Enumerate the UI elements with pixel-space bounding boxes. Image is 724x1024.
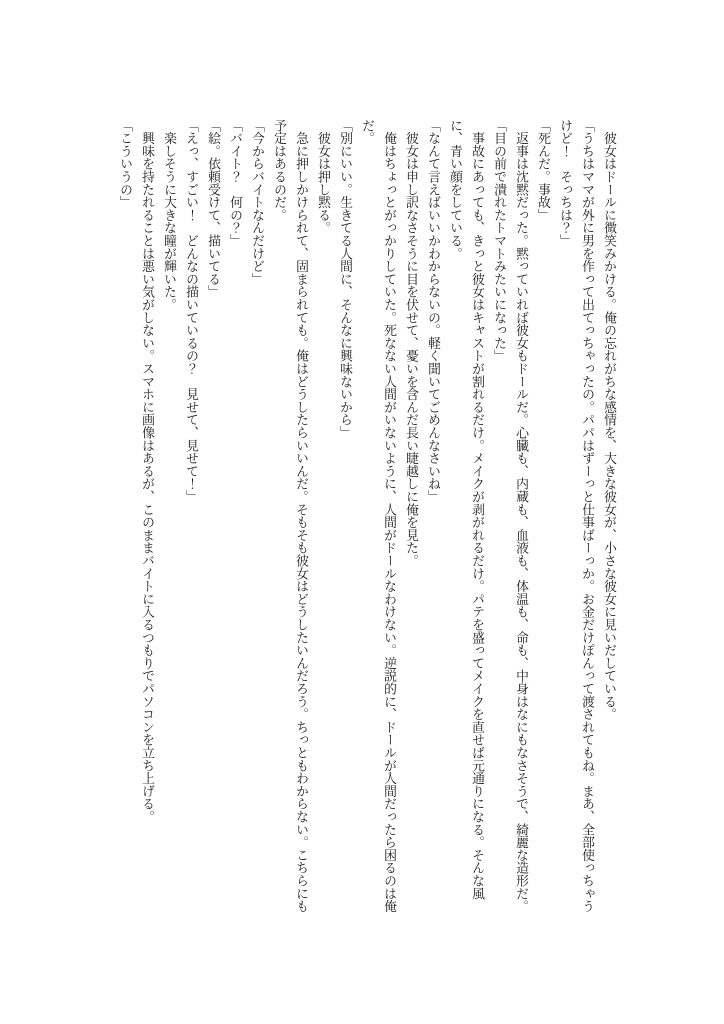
text-line: 彼女はドールに微笑みかける。俺の忘れがちな感情を、大きな彼女が、小さな彼女に見いだしている。 — [602, 119, 616, 721]
text-line: 返事は沈黙だった。黙っていれば彼女もドールだ。心臓も、内蔵も、血液も、体温も、命も、中身はなにもなさそうで、綺麗な造形だ。 — [514, 119, 528, 913]
text-line: 「死んだ。事故」 — [536, 119, 550, 222]
text-line: 「うちはママが外に男を作って出てっちゃったの。パパはずーっと仕事ばーっか。お金だけぽんって渡されてもね。まあ、全部使っちゃう — [580, 119, 594, 913]
text-line: 事故にあっても、きっと彼女はキャストが割れるだけ。メイクが剥がれるだけ。パテを盛ってメイクを直せば元通りになる。そんな風 — [470, 119, 484, 900]
text-line: 俺はちょっとがっかりしていた。死なない人間がいないように、人間がドールなわけない。逆説的に、ドールが人間だったら困るのは俺 — [382, 119, 396, 913]
vertical-text-block — [114, 119, 620, 931]
text-line: に、青い顔をしている。 — [448, 119, 462, 260]
text-line: 「バイト？ 何の？」 — [228, 119, 242, 247]
text-line: 「なんて言えばいいかわからないの。軽く聞いてごめんなさいね」 — [426, 119, 440, 503]
text-line: だ。 — [360, 119, 374, 145]
text-line: けど！ そっちは？」 — [558, 119, 572, 247]
text-line: 「こういうの」 — [118, 119, 132, 209]
text-line: 「目の前で潰れたトマトみたいになった」 — [492, 119, 506, 363]
text-line: 予定はあるのだ。 — [272, 119, 286, 222]
text-line: 彼女は申し訳なさそうに目を伏せて、憂いを含んだ長い睫越しに俺を見た。 — [404, 119, 418, 567]
text-line: 「別にいい。生きてる人間に、そんなに興味ないから」 — [338, 119, 352, 439]
text-line: 彼女は押し黙る。 — [316, 119, 330, 235]
text-line: 「絵。依頼受けて、描いてる」 — [206, 119, 220, 299]
text-line: 急に押しかけられて、固まられても。俺はどうしたらいいんだ。そもそも彼女はどうしたいんだろう。ちっともわからない。こちらにも — [294, 119, 308, 913]
text-line: 「今からバイトなんだけど」 — [250, 119, 264, 286]
text-line: 「えっ、すごい！ どんなの描いているの？ 見せて、見せて！」 — [184, 119, 198, 503]
text-line: 興味を持たれることは悪い気がしない。スマホに画像はあるが、このままバイトに入るつもりでパソコンを立ち上げる。 — [140, 119, 154, 823]
text-line: 楽しそうに大きな瞳が輝いた。 — [162, 119, 176, 311]
